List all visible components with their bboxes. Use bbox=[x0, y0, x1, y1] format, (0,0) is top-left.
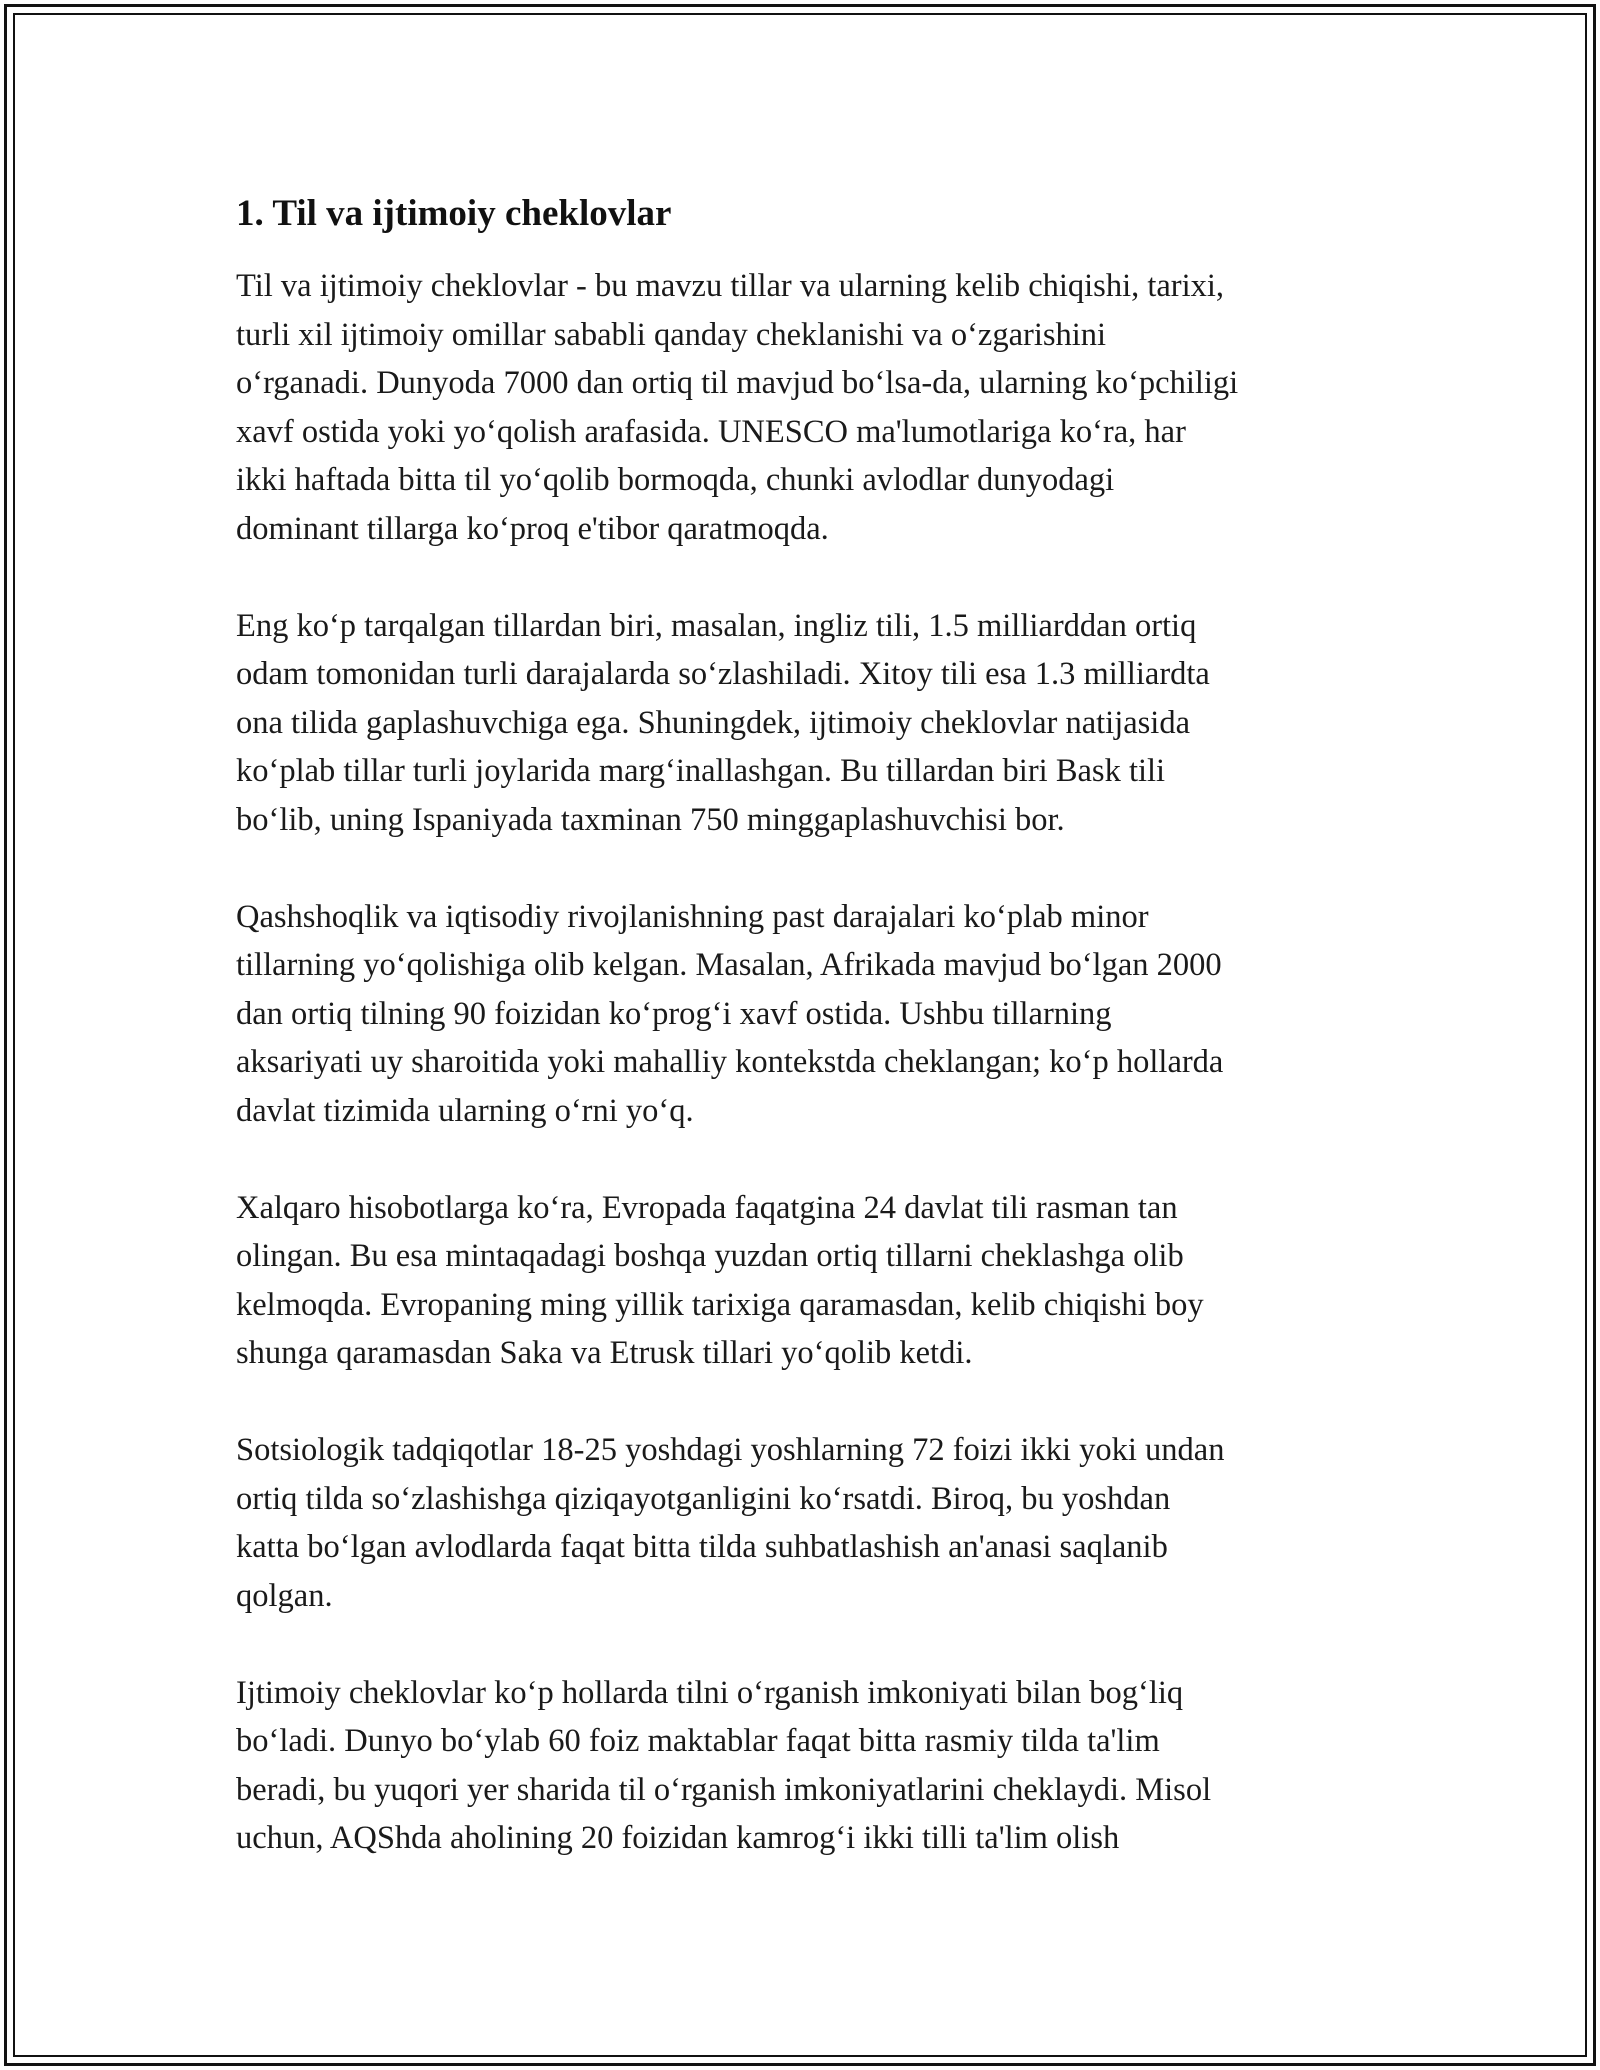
paragraph-6: Ijtimoiy cheklovlar ko‘p hollarda tilni o‘rganish imkoniyati bilan bog‘liq bo‘ladi. Dunyo bo‘ylab 60 foiz maktablar faqat bitta rasmiy tilda ta'lim beradi, bu yuqori yer sharida til o‘rganish imkoniyatlarini cheklaydi. Misol uchun, AQShda aholining 20 foizidan kamrog‘i ikki tilli ta'lim olish bbox=[236, 1674, 1212, 1856]
section-heading: 1. Til va ijtimoiy cheklovlar bbox=[236, 193, 672, 234]
paragraph-5: Sotsiologik tadqiqotlar 18-25 yoshdagi yoshlarning 72 foizi ikki yoki undan ortiq tilda so‘zlashishga qiziqayotganligini ko‘rsatdi. Biroq, bu yoshdan katta bo‘lgan avlodlarda faqat bitta tilda suhbatlashish an'anasi saqlanib qolgan. bbox=[236, 1432, 1225, 1614]
document-body bbox=[236, 188, 1376, 1911]
paragraph-2: Eng ko‘p tarqalgan tillardan biri, masalan, ingliz tili, 1.5 milliarddan ortiq odam tomonidan turli darajalarda so‘zlashiladi. Xitoy tili esa 1.3 milliardta ona tilida gaplashuvchiga ega. Shuningdek, ijtimoiy cheklovlar natijasida ko‘plab tillar turli joylarida marg‘inallashgan. Bu tillardan biri Bask tili bo‘lib, uning Ispaniyada taxminan 750 minggaplashuvchisi bor. bbox=[236, 607, 1210, 838]
paragraph-4: Xalqaro hisobotlarga ko‘ra, Evropada faqatgina 24 davlat tili rasman tan olingan. Bu esa mintaqadagi boshqa yuzdan ortiq tillarni cheklashga olib kelmoqda. Evropaning ming yillik tarixiga qaramasdan, kelib chiqishi boy shunga qaramasdan Saka va Etrusk tillari yo‘qolib ketdi. bbox=[236, 1189, 1204, 1371]
paragraph-3: Qashshoqlik va iqtisodiy rivojlanishning past darajalari ko‘plab minor tillarning yo‘qolishiga olib kelgan. Masalan, Afrikada mavjud bo‘lgan 2000 dan ortiq tilning 90 foizidan ko‘prog‘i xavf ostida. Ushbu tillarning aksariyati uy sharoitida yoki mahalliy kontekstda cheklangan; ko‘p hollarda davlat tizimida ularning o‘rni yo‘q. bbox=[236, 898, 1224, 1129]
paragraph-1: Til va ijtimoiy cheklovlar - bu mavzu tillar va ularning kelib chiqishi, tarixi, turli xil ijtimoiy omillar sababli qanday cheklanishi va o‘zgarishini o‘rganadi. Dunyoda 7000 dan ortiq til mavjud bo‘lsa-da, ularning ko‘pchiligi xavf ostida yoki yo‘qolish arafasida. UNESCO ma'lumotlariga ko‘ra, har ikki haftada bitta til yo‘qolib bormoqda, chunki avlodlar dunyodagi dominant tillarga ko‘proq e'tibor qaratmoqda. bbox=[236, 268, 1239, 547]
